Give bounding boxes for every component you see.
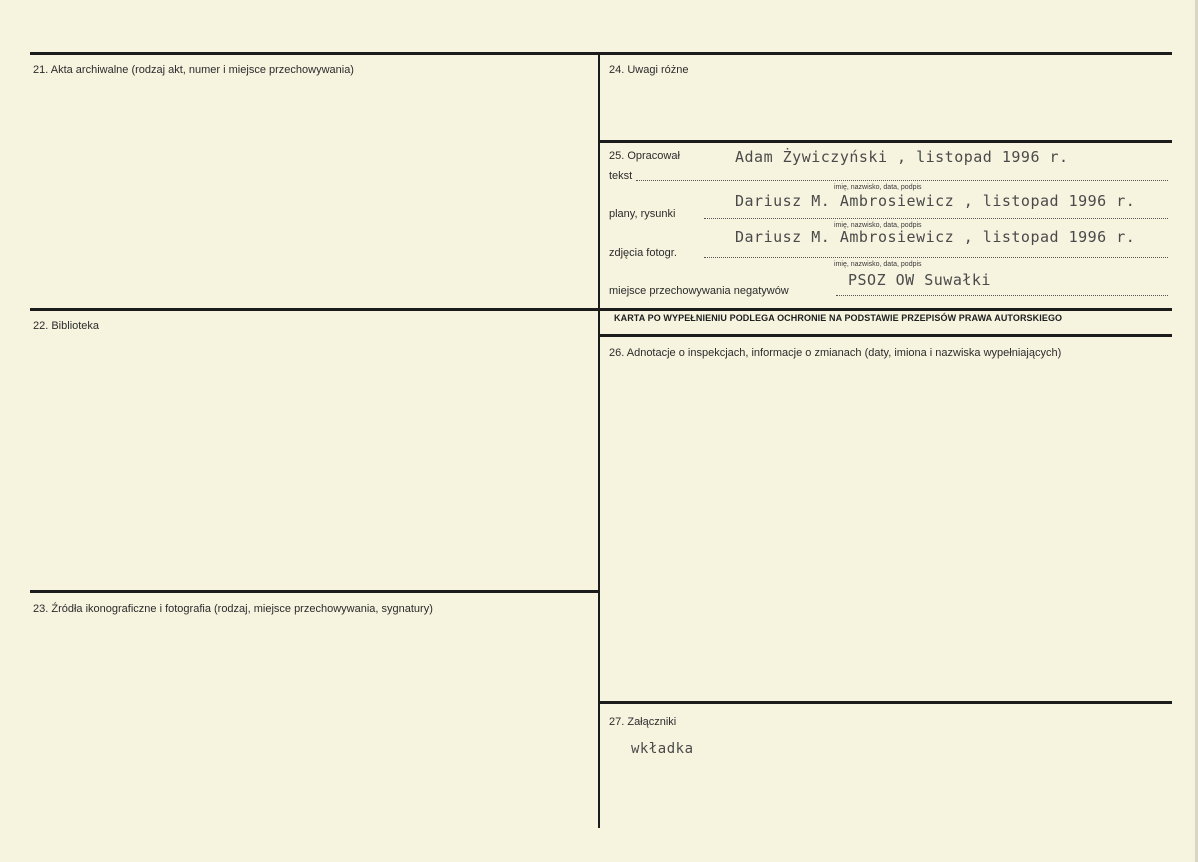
caption-3: imię, nazwisko, data, podpis <box>834 261 922 268</box>
plany-value: Dariusz M. Ambrosiewicz , listopad 1996 r. <box>735 192 1136 210</box>
zdjecia-line <box>704 257 1168 258</box>
divider-22-23 <box>30 590 598 593</box>
section-23-label: 23. Źródła ikonograficzne i fotografia (rodzaj, miejsce przechowywania, sygnatury) <box>33 603 433 615</box>
section-24-label: 24. Uwagi różne <box>609 64 689 76</box>
divider-top-right <box>598 52 1172 55</box>
tekst-label: tekst <box>609 170 633 182</box>
section-27-label: 27. Załączniki <box>609 716 677 728</box>
plany-line <box>704 218 1168 219</box>
tekst-value: Adam Żywiczyński , listopad 1996 r. <box>735 148 1069 166</box>
zdjecia-value: Dariusz M. Ambrosiewicz , listopad 1996 r. <box>735 228 1136 246</box>
zdjecia-label: zdjęcia fotogr. <box>609 247 677 259</box>
negatywy-value: PSOZ OW Suwałki <box>848 271 991 289</box>
divider-21-22 <box>30 308 598 311</box>
divider-26-27 <box>598 701 1172 704</box>
negatywy-label: miejsce przechowywania negatywów <box>609 285 789 297</box>
caption-1: imię, nazwisko, data, podpis <box>834 184 922 191</box>
copyright-notice: KARTA PO WYPEŁNIENIU PODLEGA OCHRONIE NA PODSTAWIE PRZEPISÓW PRAWA AUTORSKIEGO <box>614 313 1063 323</box>
section-21-label: 21. Akta archiwalne (rodzaj akt, numer i miejsce przechowywania) <box>33 64 354 76</box>
attachment-value: wkładka <box>631 741 694 757</box>
divider-top-left <box>30 52 598 55</box>
divider-25-notice <box>598 308 1172 311</box>
section-25-label: 25. Opracował <box>609 150 680 162</box>
caption-2: imię, nazwisko, data, podpis <box>834 222 922 229</box>
column-separator <box>598 52 600 828</box>
divider-24-25 <box>598 140 1172 143</box>
section-22-label: 22. Biblioteka <box>33 320 100 332</box>
plany-label: plany, rysunki <box>609 208 676 220</box>
negatywy-line <box>836 295 1168 296</box>
section-26-label: 26. Adnotacje o inspekcjach, informacje o zmianach (daty, imiona i nazwiska wypełniających) <box>609 347 1062 359</box>
tekst-line <box>636 180 1168 181</box>
divider-notice-26 <box>598 334 1172 337</box>
